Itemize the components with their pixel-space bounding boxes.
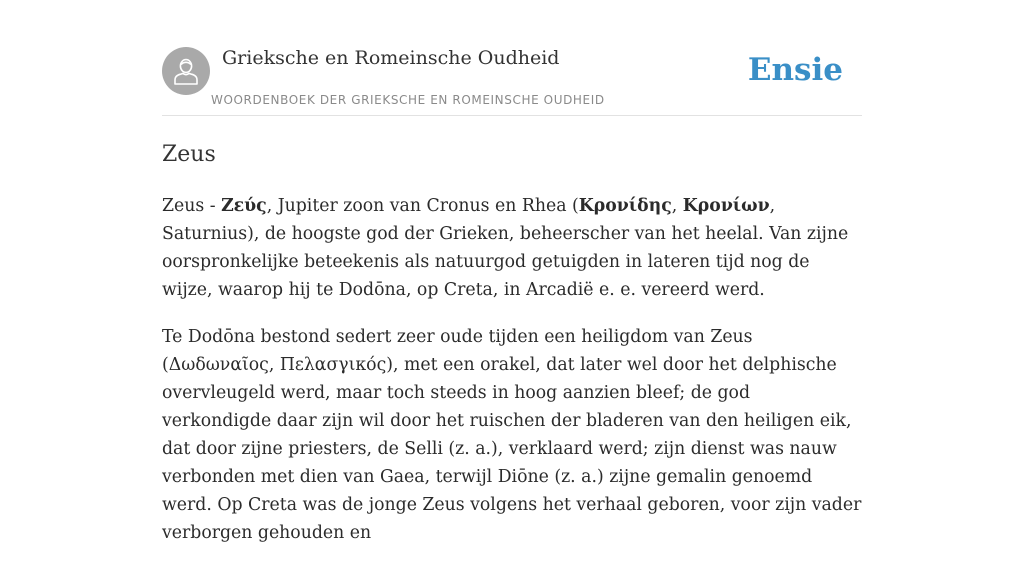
text-run: , Saturnius), de hoogste god der Grieken, beheerscher van het heelal. Van zijne oorspronkelijke beteekenis als natuurgod getuigden in lateren tijd nog de wijze, waarop hij te Dodōna, op Creta, in Arcadië e. e. vereerd werd. (162, 196, 849, 300)
ensie-logo[interactable]: Ensie (747, 52, 843, 88)
avatar[interactable] (162, 47, 210, 95)
article-title: Zeus (162, 142, 216, 167)
site-title[interactable]: Grieksche en Romeinsche Oudheid (222, 47, 560, 69)
article-body (162, 192, 862, 566)
site-header (162, 0, 862, 116)
site-subtitle: WOORDENBOEK DER GRIEKSCHE EN ROMEINSCHE OUDHEID (211, 93, 605, 107)
greek-term-kronides: Κρονίδης (578, 196, 672, 216)
text-run: , (671, 196, 683, 216)
greek-term-zeus: Ζεύς (221, 196, 267, 216)
article-paragraph-1 (162, 192, 862, 304)
text-run: Zeus - (162, 196, 222, 216)
page (162, 0, 862, 543)
article-paragraph-2: Te Dodōna bestond sedert zeer oude tijden een heiligdom van Zeus (Δωδωναῖος, Πελασγικός), met een orakel, dat later wel door het delphische overvleugeld werd, maar toch steeds in hoog aanzien bleef; de god verkondigde daar zijn wil door het ruischen der bladeren van den heiligen eik, dat door zijne priesters, de Selli (z. a.), verklaard werd; zijn dienst was nauw verbonden met dien van Gaea, terwijl Diōne (z. a.) zijne gemalin genoemd werd. Op Creta was de jonge Zeus volgens het verhaal geboren, voor zijn vader verborgen gehouden en (162, 327, 862, 543)
text-run: , Jupiter zoon van Cronus en Rhea ( (266, 196, 579, 216)
user-icon (173, 57, 199, 85)
greek-term-kronion: Κρονίων (682, 196, 770, 216)
